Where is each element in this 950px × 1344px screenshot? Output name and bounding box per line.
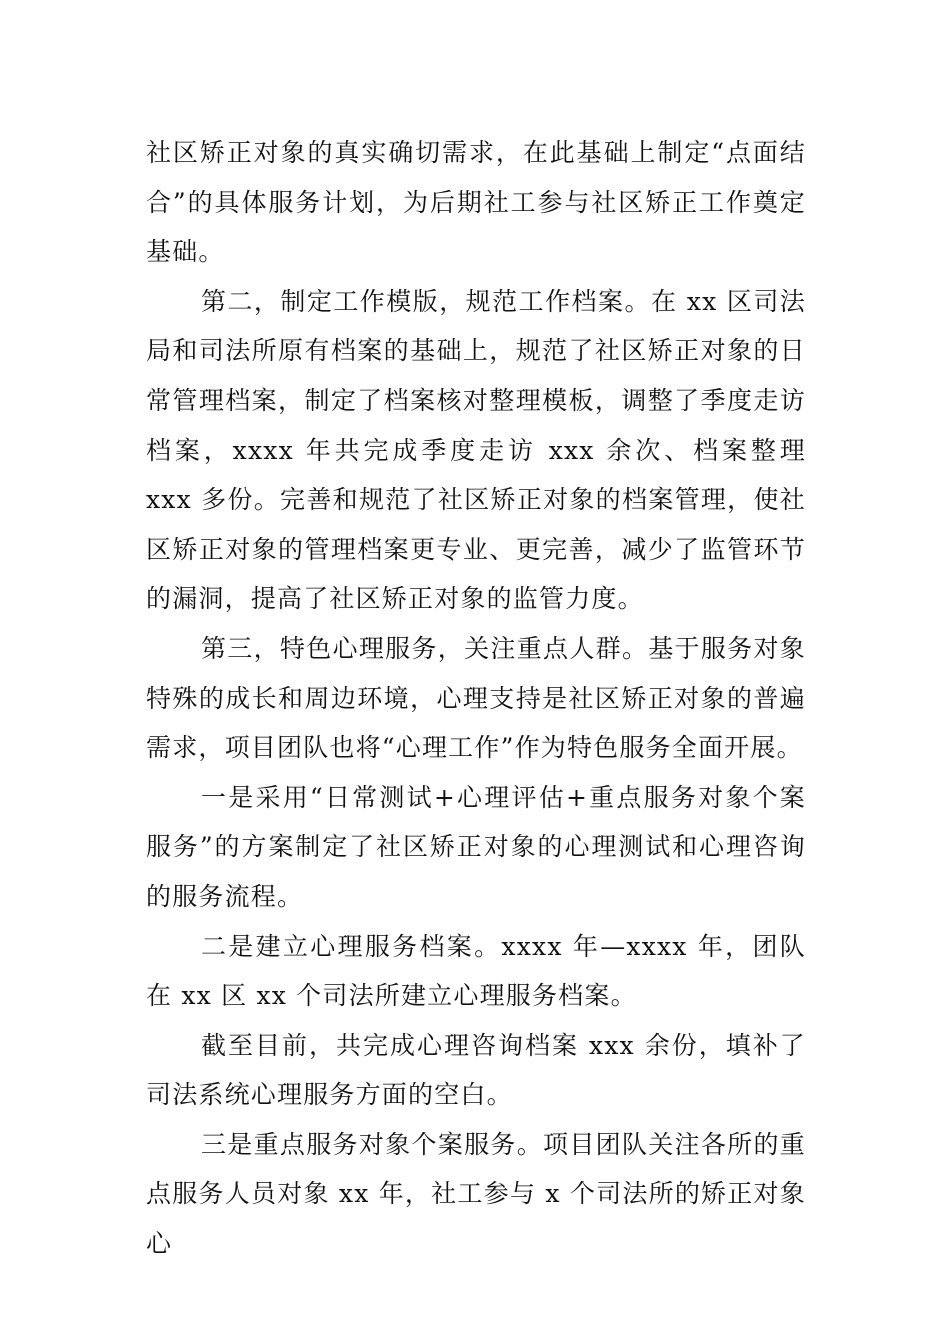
paragraph-work-templates: 第二，制定工作模版，规范工作档案。在 xx 区司法局和司法所原有档案的基础上，规范了社区矫正对象的日常管理档案，制定了档案核对整理模板，调整了季度走访档案，xxxx 年共完成季度走访 xxx 余次、档案整理 xxx 多份。完善和规范了社区矫正对象的档案管理，使社区矫正对象的管理档案更专业、更完善，减少了监管环节的漏洞，提高了社区矫正对象的监管力度。 xyxy=(146,286,806,614)
paragraph-key-case-service: 三是重点服务对象个案服务。项目团队关注各所的重点服务人员对象 xx 年，社工参与 x 个司法所的矫正对象心 xyxy=(146,1129,806,1259)
paragraph-archive-count: 截至目前，共完成心理咨询档案 xxx 余份，填补了司法系统心理服务方面的空白。 xyxy=(146,1030,806,1110)
paragraph-continuation: 社区矫正对象的真实确切需求，在此基础上制定“点面结合”的具体服务计划，为后期社工参与社区矫正工作奠定基础。 xyxy=(146,138,806,267)
document-body xyxy=(146,128,806,1269)
paragraph-psychological-service: 第三，特色心理服务，关注重点人群。基于服务对象特殊的成长和周边环境，心理支持是社区矫正对象的普遍需求，项目团队也将“心理工作”作为特色服务全面开展。 xyxy=(146,633,806,763)
paragraph-service-archives: 二是建立心理服务档案。xxxx 年—xxxx 年，团队在 xx 区 xx 个司法所建立心理服务档案。 xyxy=(146,931,806,1011)
paragraph-testing-process: 一是采用“日常测试+心理评估+重点服务对象个案服务”的方案制定了社区矫正对象的心理测试和心理咨询的服务流程。 xyxy=(146,782,806,911)
